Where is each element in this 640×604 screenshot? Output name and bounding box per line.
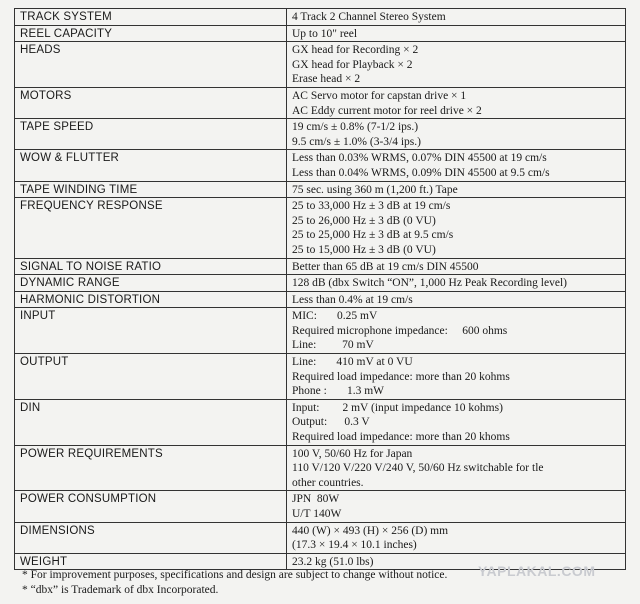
spec-row <box>15 198 626 258</box>
spec-value-line: Output: 0.3 V <box>292 416 370 429</box>
spec-value-line: Required microphone impedance: 600 ohms <box>292 324 508 337</box>
spec-value-line: 100 V, 50/60 Hz for Japan <box>292 447 413 460</box>
spec-value-line: Input: 2 mV (input impedance 10 kohms) <box>292 401 503 414</box>
spec-value-line: 23.2 kg (51.0 lbs) <box>292 555 374 568</box>
spec-label: HARMONIC DISTORTION <box>15 291 287 308</box>
spec-value-line: Less than 0.4% at 19 cm/s <box>292 293 413 306</box>
spec-value-line: Phone : 1.3 mW <box>292 385 384 398</box>
watermark-logo: YAPLAKAL.COM <box>478 563 596 579</box>
spec-row <box>15 25 626 42</box>
spec-table <box>14 8 626 570</box>
spec-label: DYNAMIC RANGE <box>15 275 287 292</box>
spec-row <box>15 491 626 522</box>
spec-row <box>15 119 626 150</box>
spec-value-line: 19 cm/s ± 0.8% (7-1/2 ips.) <box>292 121 419 134</box>
spec-value <box>287 291 626 308</box>
spec-value-line: JPN 80W <box>292 493 340 506</box>
spec-value-line: Erase head × 2 <box>292 73 361 86</box>
spec-row <box>15 9 626 26</box>
spec-row <box>15 399 626 445</box>
spec-value-line: AC Eddy current motor for reel drive × 2 <box>292 104 482 117</box>
spec-label: TRACK SYSTEM <box>15 9 287 26</box>
spec-row <box>15 42 626 88</box>
spec-value <box>287 275 626 292</box>
spec-value <box>287 181 626 198</box>
spec-sheet <box>14 8 626 570</box>
spec-value-line: Required load impedance: more than 20 kohms <box>292 370 510 383</box>
spec-value <box>287 9 626 26</box>
spec-value-line: 25 to 33,000 Hz ± 3 dB at 19 cm/s <box>292 200 451 213</box>
spec-label: WOW & FLUTTER <box>15 150 287 181</box>
spec-row <box>15 354 626 400</box>
footnote-2: * “dbx” is Trademark of dbx Incorporated. <box>22 584 219 596</box>
spec-value-line: Line: 70 mV <box>292 339 374 352</box>
spec-value-line: 9.5 cm/s ± 1.0% (3-3/4 ips.) <box>292 135 421 148</box>
spec-row <box>15 445 626 491</box>
spec-value-line: Less than 0.04% WRMS, 0.09% DIN 45500 at 9.5 cm/s <box>292 166 550 179</box>
spec-value-line: AC Servo motor for capstan drive × 1 <box>292 89 467 102</box>
spec-value <box>287 308 626 354</box>
spec-value-line: GX head for Playback × 2 <box>292 58 413 71</box>
spec-value-line: 128 dB (dbx Switch “ON”, 1,000 Hz Peak Recording level) <box>292 277 567 290</box>
spec-value-line: 25 to 15,000 Hz ± 3 dB (0 VU) <box>292 243 436 256</box>
spec-value-line: 75 sec. using 360 m (1,200 ft.) Tape <box>292 183 458 196</box>
spec-value-line: GX head for Recording × 2 <box>292 44 419 57</box>
spec-row <box>15 522 626 553</box>
spec-row <box>15 258 626 275</box>
spec-label: MOTORS <box>15 87 287 118</box>
spec-value <box>287 445 626 491</box>
spec-value-line: Better than 65 dB at 19 cm/s DIN 45500 <box>292 260 479 273</box>
spec-value <box>287 399 626 445</box>
spec-value-line: MIC: 0.25 mV <box>292 310 378 323</box>
spec-value <box>287 522 626 553</box>
spec-value <box>287 198 626 258</box>
spec-value-line: Less than 0.03% WRMS, 0.07% DIN 45500 at 19 cm/s <box>292 152 547 165</box>
spec-value <box>287 354 626 400</box>
spec-label: SIGNAL TO NOISE RATIO <box>15 258 287 275</box>
spec-label: TAPE WINDING TIME <box>15 181 287 198</box>
spec-value <box>287 258 626 275</box>
spec-value <box>287 491 626 522</box>
spec-label: POWER CONSUMPTION <box>15 491 287 522</box>
spec-label: DIMENSIONS <box>15 522 287 553</box>
spec-value <box>287 150 626 181</box>
spec-row <box>15 150 626 181</box>
spec-value <box>287 119 626 150</box>
spec-value-line: Line: 410 mV at 0 VU <box>292 356 413 369</box>
spec-row <box>15 87 626 118</box>
spec-value-line: 25 to 26,000 Hz ± 3 dB (0 VU) <box>292 214 436 227</box>
spec-value-line: Required load impedance: more than 20 khoms <box>292 431 510 444</box>
spec-value <box>287 42 626 88</box>
spec-value-line: 25 to 25,000 Hz ± 3 dB at 9.5 cm/s <box>292 229 454 242</box>
footnote-1: * For improvement purposes, specifications and design are subject to change without notice. <box>22 569 448 581</box>
spec-row <box>15 181 626 198</box>
spec-value-line: 440 (W) × 493 (H) × 256 (D) mm <box>292 524 449 537</box>
spec-label: DIN <box>15 399 287 445</box>
spec-row <box>15 308 626 354</box>
spec-row <box>15 275 626 292</box>
spec-value <box>287 87 626 118</box>
spec-label: OUTPUT <box>15 354 287 400</box>
spec-label: FREQUENCY RESPONSE <box>15 198 287 258</box>
spec-value-line: (17.3 × 19.4 × 10.1 inches) <box>292 539 417 552</box>
spec-label: POWER REQUIREMENTS <box>15 445 287 491</box>
spec-label: INPUT <box>15 308 287 354</box>
spec-label: HEADS <box>15 42 287 88</box>
spec-label: TAPE SPEED <box>15 119 287 150</box>
spec-value-line: 110 V/120 V/220 V/240 V, 50/60 Hz switchable for tle <box>292 462 544 475</box>
spec-label: REEL CAPACITY <box>15 25 287 42</box>
footnotes <box>22 568 447 598</box>
spec-value-line: other countries. <box>292 476 364 489</box>
spec-value <box>287 25 626 42</box>
spec-value-line: U/T 140W <box>292 508 342 520</box>
spec-label: WEIGHT <box>15 553 287 570</box>
spec-value-line: Up to 10" reel <box>292 27 358 40</box>
spec-value-line: 4 Track 2 Channel Stereo System <box>292 11 446 23</box>
spec-row <box>15 291 626 308</box>
